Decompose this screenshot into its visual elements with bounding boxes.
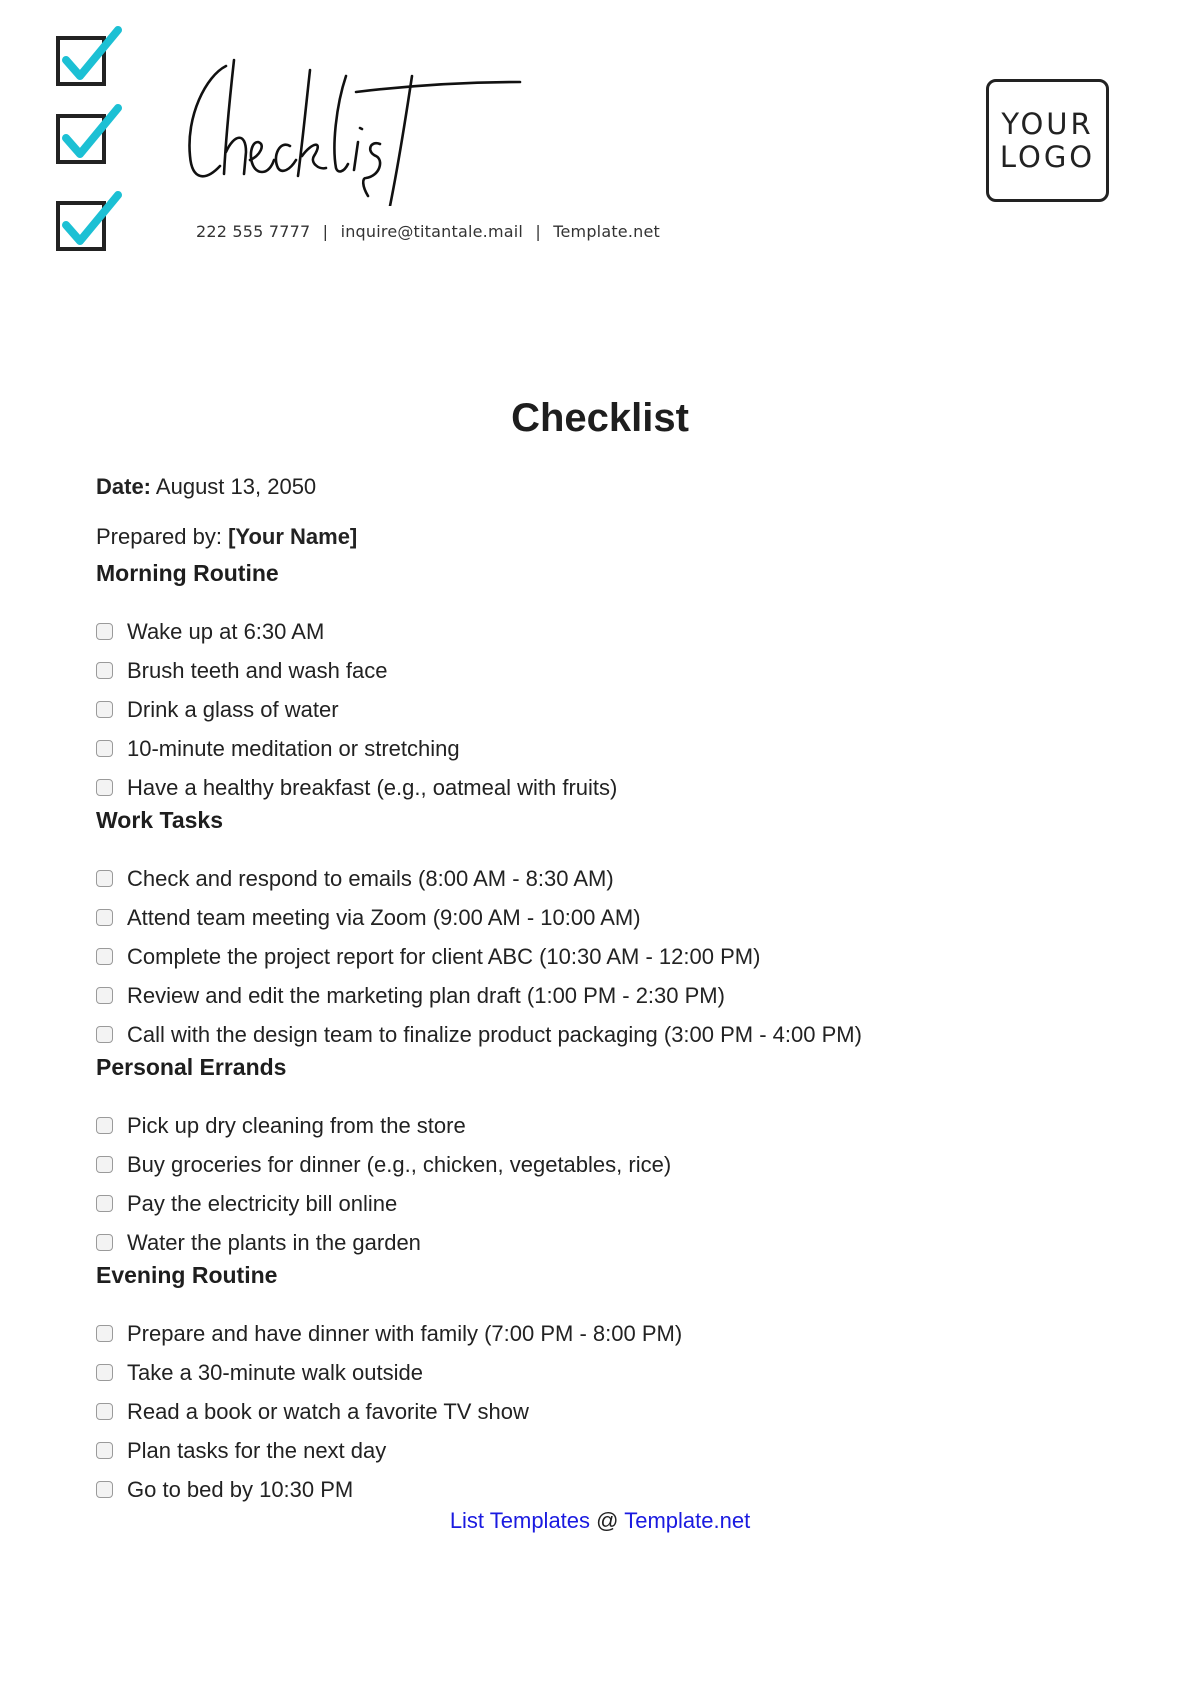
prepared-by-line	[96, 524, 357, 550]
item-label: 10-minute meditation or stretching	[127, 735, 460, 761]
checkbox[interactable]	[96, 662, 113, 679]
prepared-label: Prepared by:	[96, 524, 222, 549]
item-label: Buy groceries for dinner (e.g., chicken, vegetables, rice)	[127, 1151, 672, 1177]
item-label: Go to bed by 10:30 PM	[127, 1476, 354, 1502]
list-item	[96, 1223, 1096, 1262]
checkbox[interactable]	[96, 1364, 113, 1381]
item-label: Call with the design team to finalize product packaging (3:00 PM - 4:00 PM)	[127, 1021, 862, 1047]
list-item	[96, 612, 1096, 651]
item-label: Pick up dry cleaning from the store	[127, 1112, 466, 1138]
item-label: Wake up at 6:30 AM	[127, 618, 325, 644]
checkbox-checked-icon	[54, 191, 124, 255]
contact-line	[196, 222, 660, 241]
contact-separator: |	[535, 222, 541, 241]
logo-line-2: LOGO	[999, 139, 1096, 174]
list-item	[96, 1392, 1096, 1431]
section-work-tasks	[96, 805, 1096, 1054]
script-title-logo	[186, 56, 526, 206]
checkbox[interactable]	[96, 623, 113, 640]
list-item	[96, 1106, 1096, 1145]
handwritten-checklist-graphic	[186, 56, 526, 206]
checkbox[interactable]	[96, 1442, 113, 1459]
item-label: Water the plants in the garden	[127, 1229, 421, 1255]
list-item	[96, 1431, 1096, 1470]
logo-line-1: YOUR	[1001, 106, 1094, 141]
footer	[0, 1508, 1200, 1534]
checkbox[interactable]	[96, 870, 113, 887]
item-label: Have a healthy breakfast (e.g., oatmeal with fruits)	[127, 774, 618, 800]
item-label: Complete the project report for client ABC (10:30 AM - 12:00 PM)	[127, 943, 761, 969]
checkbox-checked-icon	[54, 26, 124, 90]
checkbox[interactable]	[96, 1403, 113, 1420]
list-item	[96, 1353, 1096, 1392]
item-label: Drink a glass of water	[127, 696, 339, 722]
item-label: Check and respond to emails (8:00 AM - 8:30 AM)	[127, 865, 614, 891]
checkbox[interactable]	[96, 740, 113, 757]
list-item	[96, 690, 1096, 729]
contact-phone: 222 555 7777	[196, 222, 311, 241]
contact-email[interactable]: inquire@titantale.mail	[340, 222, 524, 241]
footer-link-template-net[interactable]: Template.net	[624, 1508, 751, 1533]
list-item	[96, 859, 1096, 898]
list-item	[96, 1470, 1096, 1509]
list-item	[96, 729, 1096, 768]
page-title: Checklist	[511, 396, 689, 440]
item-label: Review and edit the marketing plan draft (1:00 PM - 2:30 PM)	[127, 982, 725, 1008]
checkbox[interactable]	[96, 1195, 113, 1212]
footer-link-list-templates[interactable]: List Templates	[449, 1508, 591, 1533]
section-morning-routine	[96, 558, 1096, 807]
checkbox[interactable]	[96, 987, 113, 1004]
item-label: Plan tasks for the next day	[127, 1437, 387, 1463]
section-evening-routine	[96, 1260, 1096, 1509]
list-item	[96, 937, 1096, 976]
contact-website[interactable]: Template.net	[553, 222, 660, 241]
checkbox[interactable]	[96, 1117, 113, 1134]
item-label: Prepare and have dinner with family (7:00 PM - 8:00 PM)	[127, 1320, 683, 1346]
date-label: Date:	[96, 474, 152, 499]
checkbox-checked-icon	[54, 104, 124, 168]
checkbox[interactable]	[96, 701, 113, 718]
header-checkmarks	[54, 26, 124, 256]
checkbox[interactable]	[96, 1156, 113, 1173]
list-item	[96, 1145, 1096, 1184]
date-line	[96, 474, 316, 500]
list-item	[96, 768, 1096, 807]
section-heading: Morning Routine	[96, 560, 279, 586]
checkbox[interactable]	[96, 1026, 113, 1043]
footer-at: @	[596, 1508, 619, 1533]
list-item	[96, 898, 1096, 937]
list-item	[96, 1184, 1096, 1223]
item-label: Take a 30-minute walk outside	[127, 1359, 423, 1385]
date-value: August 13, 2050	[155, 474, 317, 499]
checkbox[interactable]	[96, 1234, 113, 1251]
checkbox[interactable]	[96, 1481, 113, 1498]
contact-separator: |	[322, 222, 329, 241]
item-label: Pay the electricity bill online	[127, 1190, 398, 1216]
section-heading: Evening Routine	[96, 1262, 278, 1288]
list-item	[96, 1015, 1096, 1054]
list-item	[96, 651, 1096, 690]
item-label: Attend team meeting via Zoom (9:00 AM - 10:00 AM)	[127, 904, 641, 930]
prepared-value: [Your Name]	[228, 524, 358, 549]
checkbox[interactable]	[96, 1325, 113, 1342]
checkbox[interactable]	[96, 779, 113, 796]
section-heading: Personal Errands	[96, 1054, 287, 1080]
section-personal-errands	[96, 1052, 1096, 1262]
item-label: Read a book or watch a favorite TV show	[127, 1398, 529, 1424]
list-item	[96, 1314, 1096, 1353]
list-item	[96, 976, 1096, 1015]
section-heading: Work Tasks	[96, 807, 223, 833]
logo-placeholder	[986, 79, 1109, 202]
item-label: Brush teeth and wash face	[127, 657, 388, 683]
checkbox[interactable]	[96, 909, 113, 926]
checkbox[interactable]	[96, 948, 113, 965]
